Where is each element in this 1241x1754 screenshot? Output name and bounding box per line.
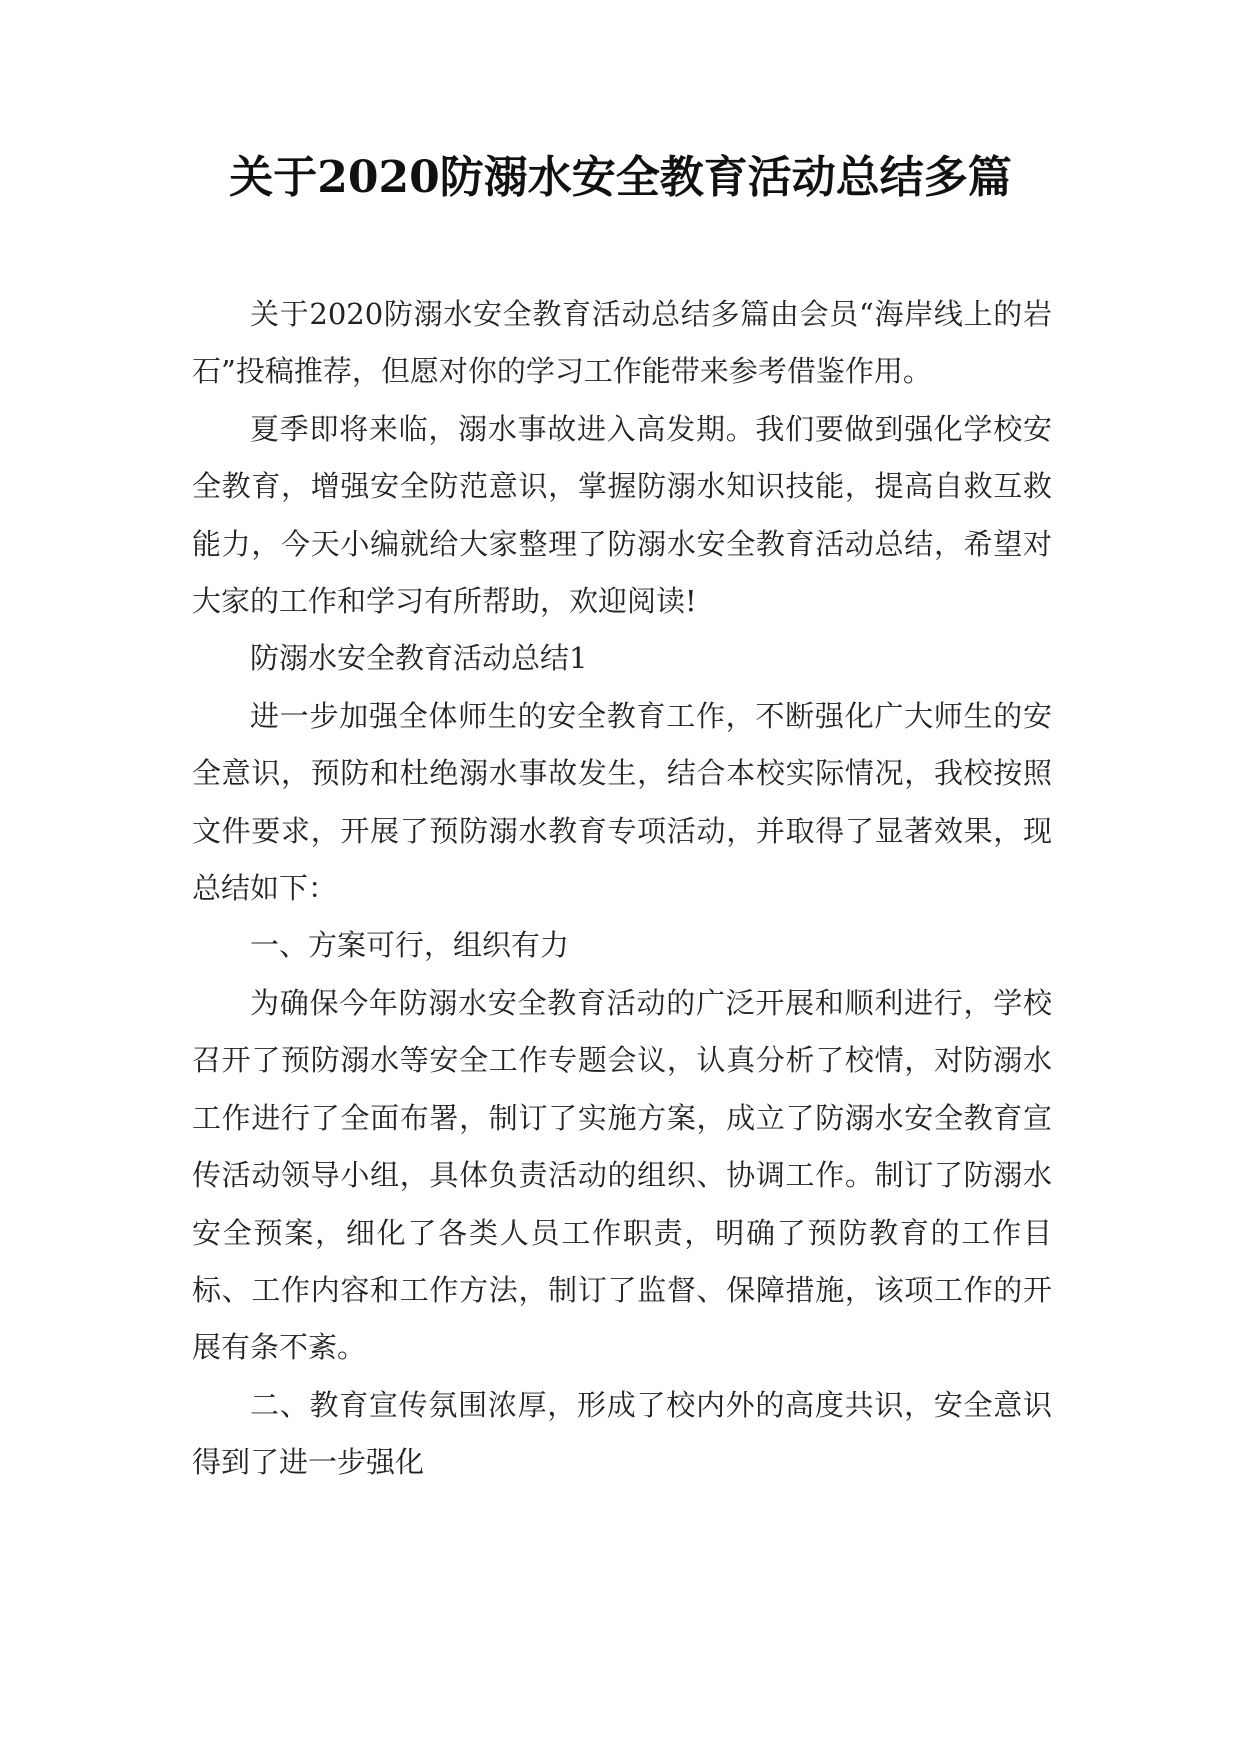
paragraph-plan: 为确保今年防溺水安全教育活动的广泛开展和顺利进行，学校召开了预防溺水等安全工作专题会议，认真分析了校情，对防溺水工作进行了全面布署，制订了实施方案，成立了防溺水安全教育宣传活动领导小组，具体负责活动的组织、协调工作。制订了防溺水安全预案，细化了各类人员工作职责，明确了预防教育的工作目标、工作内容和工作方法，制订了监督、保障措施，该项工作的开展有条不紊。 xyxy=(192,985,1052,1365)
paragraph-intro: 关于2020防溺水安全教育活动总结多篇由会员“海岸线上的岩石”投稿推荐，但愿对你的学习工作能带来参考借鉴作用。 xyxy=(192,297,1052,389)
section-heading-summary-1: 防溺水安全教育活动总结1 xyxy=(250,641,588,676)
section-heading-plan: 一、方案可行，组织有力 xyxy=(250,928,570,963)
section-heading-education: 二、教育宣传氛围浓厚，形成了校内外的高度共识，安全意识得到了进一步强化 xyxy=(192,1387,1052,1480)
paragraph-overview: 进一步加强全体师生的安全教育工作，不断强化广大师生的安全意识，预防和杜绝溺水事故发生，结合本校实际情况，我校按照文件要求，开展了预防溺水教育专项活动，并取得了显著效果，现总结如下： xyxy=(192,698,1052,906)
document-body xyxy=(192,286,1052,1492)
paragraph-summer: 夏季即将来临，溺水事故进入高发期。我们要做到强化学校安全教育，增强安全防范意识，掌握防溺水知识技能，提高自救互救能力，今天小编就给大家整理了防溺水安全教育活动总结，希望对大家的工作和学习有所帮助，欢迎阅读! xyxy=(192,411,1052,619)
document-title: 关于2020防溺水安全教育活动总结多篇 xyxy=(229,152,1012,203)
